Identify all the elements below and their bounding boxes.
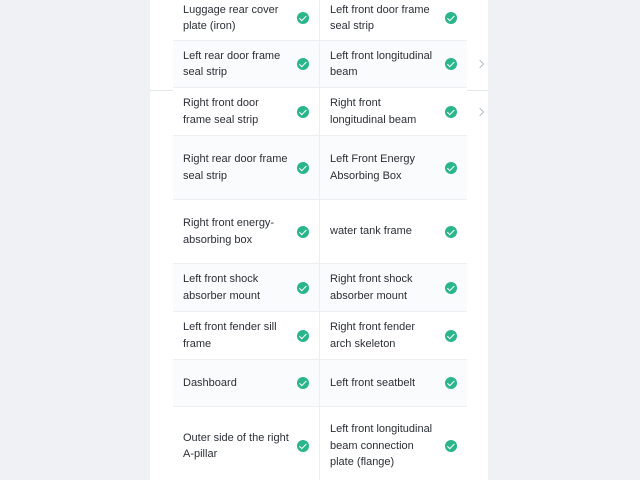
table-row bbox=[173, 0, 467, 41]
check-circle-icon bbox=[445, 377, 457, 389]
check-circle-icon bbox=[297, 58, 309, 70]
inspection-item-label: Right front shock absorber mount bbox=[330, 273, 413, 302]
inspection-list-panel bbox=[150, 0, 488, 480]
inspection-item-label: Left front shock absorber mount bbox=[183, 273, 261, 302]
inspection-item-label: water tank frame bbox=[330, 225, 412, 238]
table-row[interactable] bbox=[173, 41, 467, 88]
table-row bbox=[173, 200, 467, 264]
inspection-grid bbox=[173, 0, 467, 480]
inspection-item-label: Left front longitudinal beam bbox=[330, 49, 433, 78]
inspection-item[interactable] bbox=[173, 136, 320, 199]
check-circle-icon bbox=[297, 440, 309, 452]
inspection-item[interactable] bbox=[173, 264, 320, 311]
inspection-item-label: Right front fender arch skeleton bbox=[330, 321, 415, 350]
inspection-item-label: Outer side of the right A-pillar bbox=[183, 431, 289, 460]
inspection-item[interactable] bbox=[320, 407, 467, 480]
inspection-item[interactable] bbox=[320, 360, 467, 406]
inspection-item[interactable] bbox=[173, 200, 320, 263]
check-circle-icon bbox=[297, 12, 309, 24]
check-circle-icon bbox=[297, 377, 309, 389]
inspection-item-label: Right front door frame seal strip bbox=[183, 97, 259, 126]
check-circle-icon bbox=[445, 282, 457, 294]
inspection-item[interactable] bbox=[173, 360, 320, 406]
inspection-item-label: Left front longitudinal beam connection plate (flange) bbox=[330, 423, 433, 469]
inspection-item[interactable] bbox=[320, 264, 467, 311]
inspection-item[interactable] bbox=[320, 0, 467, 40]
inspection-item[interactable] bbox=[173, 407, 320, 480]
check-circle-icon bbox=[445, 12, 457, 24]
check-circle-icon bbox=[445, 162, 457, 174]
check-circle-icon bbox=[297, 282, 309, 294]
inspection-item[interactable] bbox=[320, 200, 467, 263]
inspection-item-label: Right front longitudinal beam bbox=[330, 97, 417, 126]
check-circle-icon bbox=[445, 106, 457, 118]
inspection-item-label: Left rear door frame seal strip bbox=[183, 49, 281, 78]
table-row bbox=[173, 360, 467, 407]
inspection-item-label: Right front energy-absorbing box bbox=[183, 217, 275, 246]
check-circle-icon bbox=[297, 226, 309, 238]
check-circle-icon bbox=[445, 58, 457, 70]
inspection-item-label: Right rear door frame seal strip bbox=[183, 153, 288, 182]
inspection-item[interactable] bbox=[173, 88, 320, 135]
check-circle-icon bbox=[445, 440, 457, 452]
inspection-item[interactable] bbox=[320, 88, 467, 135]
table-row[interactable] bbox=[173, 88, 467, 136]
inspection-item-label: Dashboard bbox=[183, 376, 237, 389]
inspection-item[interactable] bbox=[320, 136, 467, 199]
check-circle-icon bbox=[297, 162, 309, 174]
inspection-item-label: Luggage rear cover plate (iron) bbox=[183, 3, 279, 32]
table-row bbox=[173, 264, 467, 312]
inspection-item[interactable] bbox=[320, 41, 467, 87]
inspection-item-label: Left front door frame seal strip bbox=[330, 3, 430, 32]
check-circle-icon bbox=[445, 226, 457, 238]
inspection-item[interactable] bbox=[173, 312, 320, 359]
chevron-right-icon[interactable] bbox=[476, 107, 484, 115]
table-row bbox=[173, 136, 467, 200]
table-row bbox=[173, 312, 467, 360]
table-row bbox=[173, 407, 467, 480]
chevron-right-icon[interactable] bbox=[476, 60, 484, 68]
check-circle-icon bbox=[445, 330, 457, 342]
inspection-item-label: Left front seatbelt bbox=[330, 376, 415, 389]
check-circle-icon bbox=[297, 330, 309, 342]
check-circle-icon bbox=[297, 106, 309, 118]
inspection-item[interactable] bbox=[173, 0, 320, 40]
inspection-item-label: Left front fender sill frame bbox=[183, 321, 277, 350]
inspection-item-label: Left Front Energy Absorbing Box bbox=[330, 153, 415, 182]
inspection-item[interactable] bbox=[320, 312, 467, 359]
inspection-item[interactable] bbox=[173, 41, 320, 87]
